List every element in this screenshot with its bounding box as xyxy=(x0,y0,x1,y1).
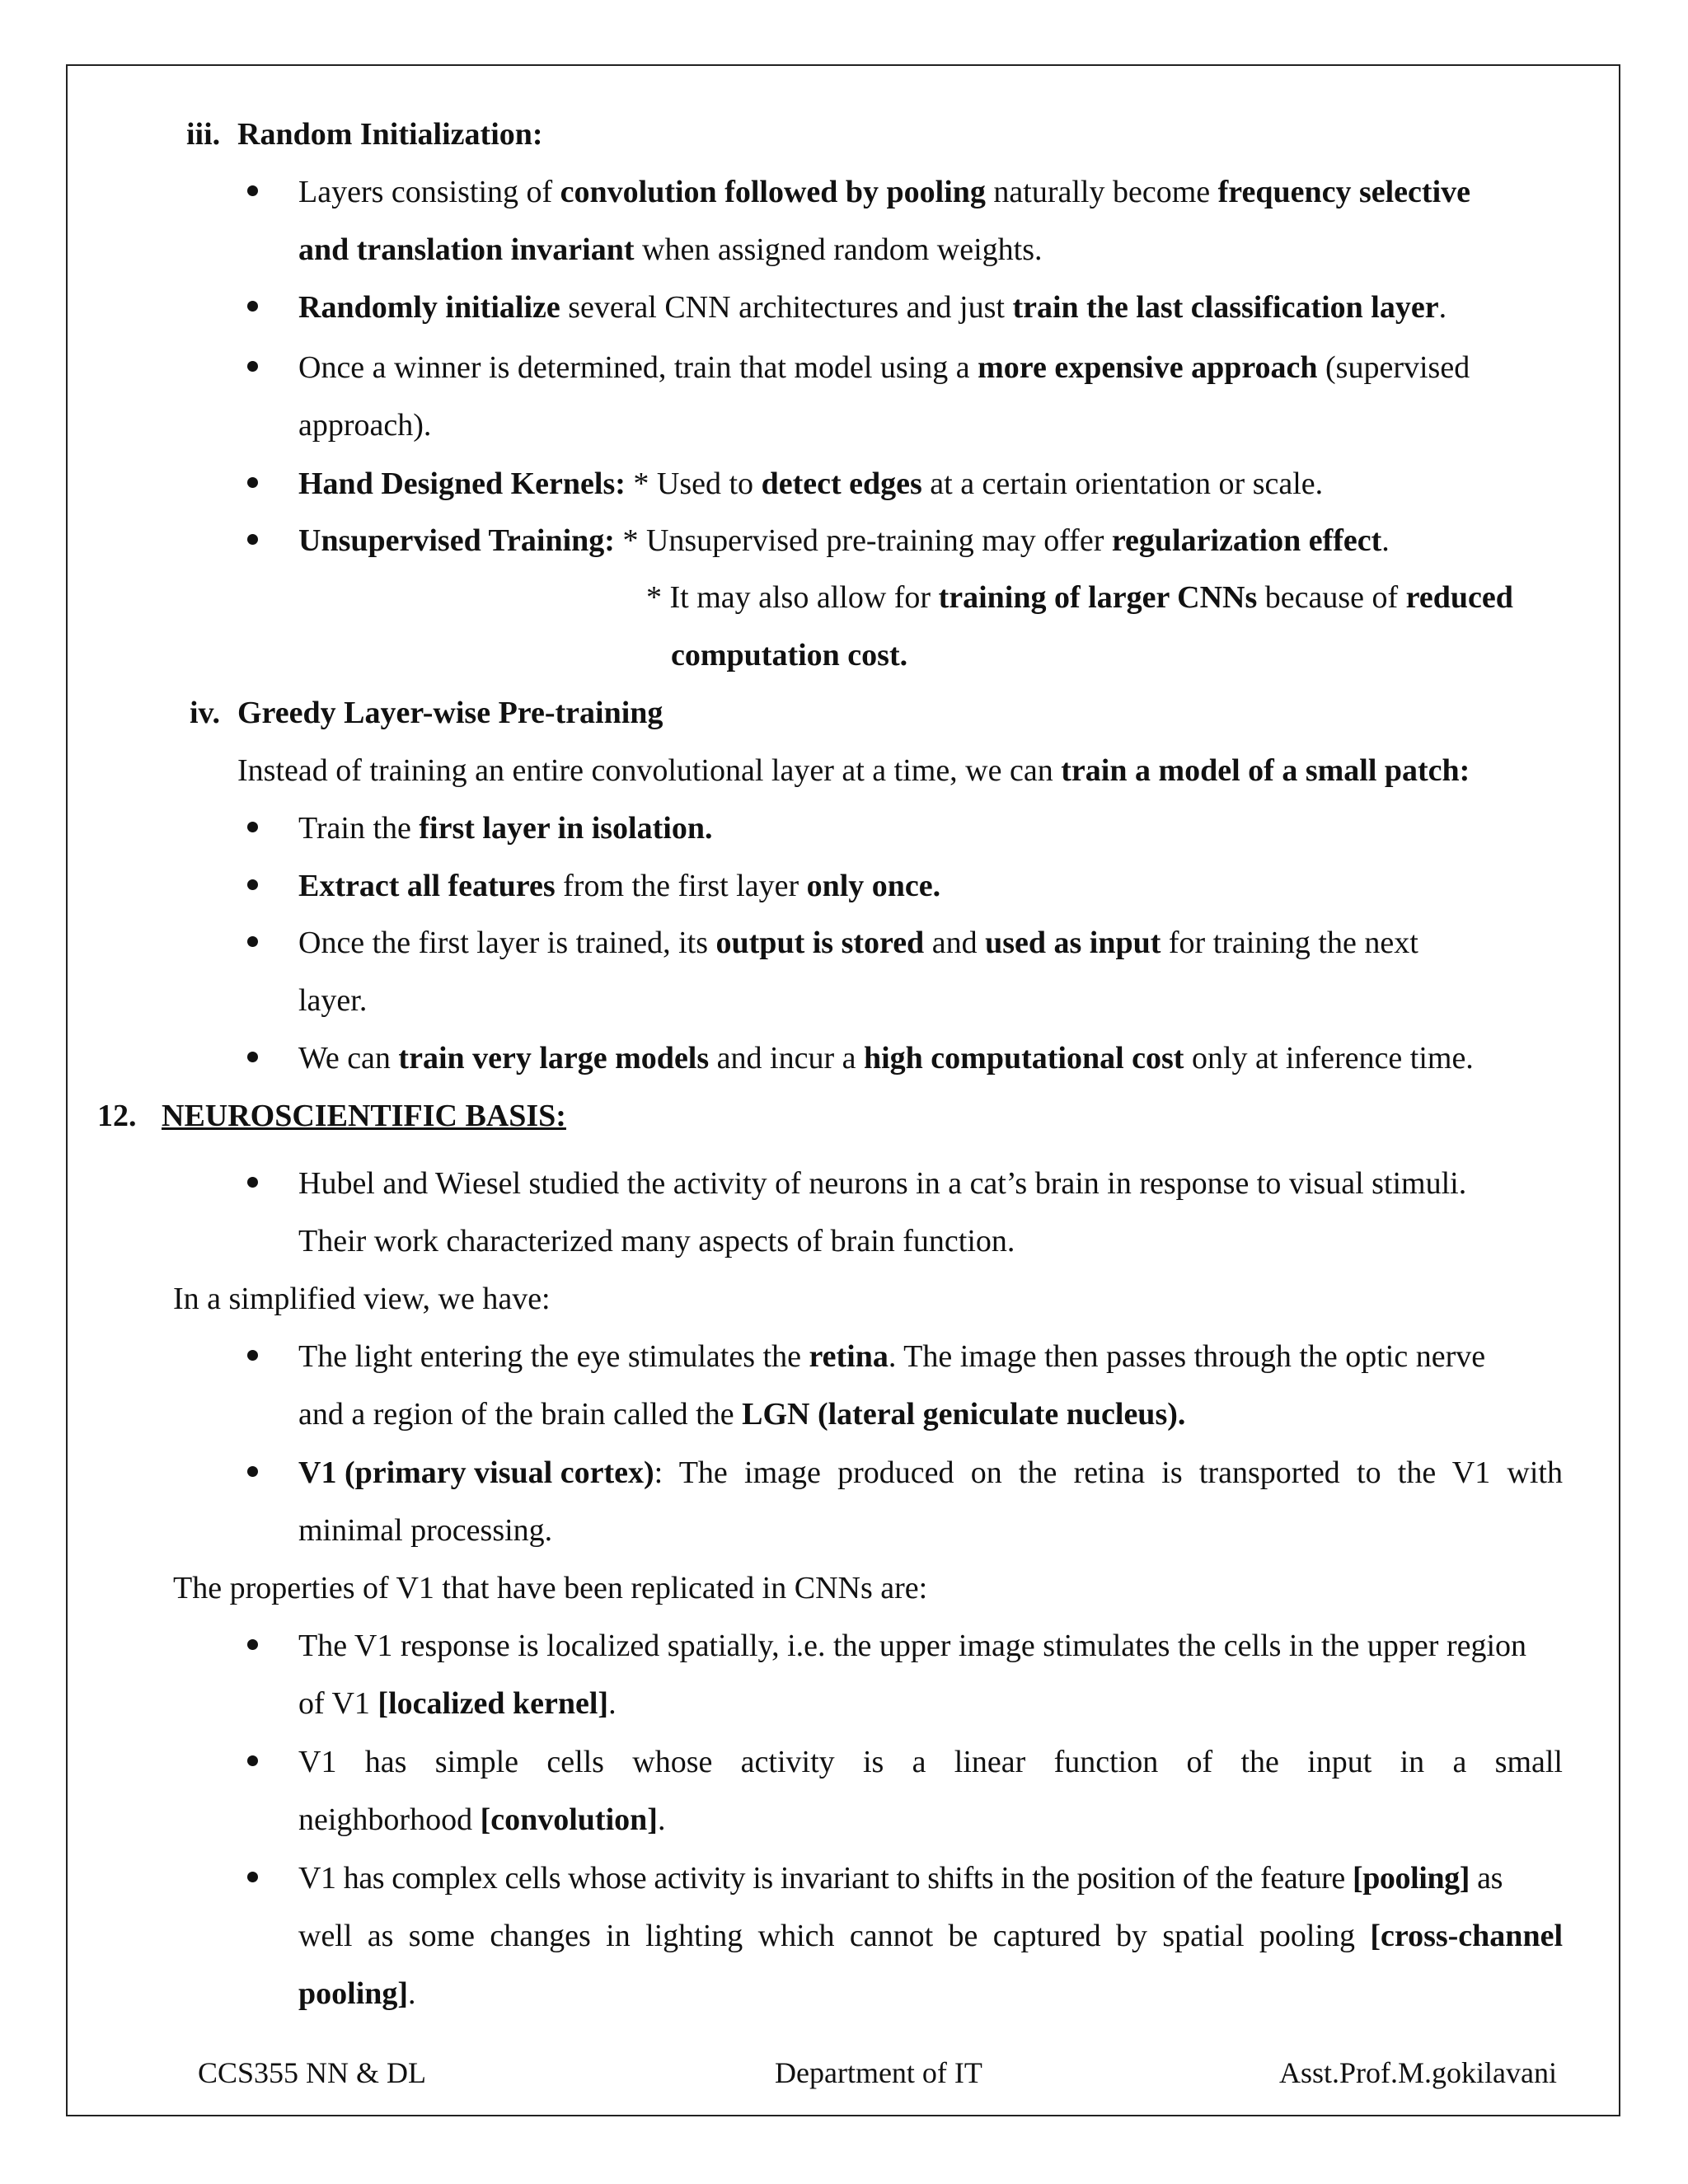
bullet-icon xyxy=(247,1466,258,1477)
iv-bullet-3-line-1: Once the first layer is trained, its output is stored and used as input for training the next xyxy=(298,926,1418,960)
section-iii-title: Random Initialization: xyxy=(237,117,543,152)
s12-bullet-4-line-1: The V1 response is localized spatially, i.e. the upper image stimulates the cells in the upper region xyxy=(298,1629,1527,1663)
bullet-icon xyxy=(247,879,258,890)
s12-bullet-5-line-2: neighborhood [convolution]. xyxy=(298,1802,666,1837)
section-iv-title: Greedy Layer-wise Pre-training xyxy=(237,696,663,730)
bullet-icon xyxy=(247,477,258,488)
bullet-icon xyxy=(247,534,258,545)
section-iii-number: iii. xyxy=(186,117,221,152)
iii-bullet-3-line-1: Once a winner is determined, train that model using a more expensive approach (supervised xyxy=(298,350,1470,385)
section-12-number: 12. xyxy=(97,1099,137,1133)
s12-bullet-1-line-2: Their work characterized many aspects of brain function. xyxy=(298,1224,1015,1258)
iii-bullet-1-line-2: and translation invariant when assigned random weights. xyxy=(298,232,1043,267)
iii-bullet-5-continued-line-2: computation cost. xyxy=(671,638,908,673)
iii-bullet-1-line-1: Layers consisting of convolution followed by pooling naturally become frequency selective xyxy=(298,175,1470,209)
s12-bullet-3-line-1: V1 (primary visual cortex) : The image produced on the retina is transported to the V1 with xyxy=(298,1455,1563,1490)
s12-bullet-5-line-1: V1 has simple cells whose activity is a linear function of the input in a small xyxy=(298,1745,1563,1779)
bullet-icon xyxy=(247,301,258,312)
bullet-icon xyxy=(247,1350,258,1361)
section-12-title: NEUROSCIENTIFIC BASIS: xyxy=(162,1099,566,1133)
iii-bullet-2: Randomly initialize several CNN architectures and just train the last classification layer. xyxy=(298,290,1447,325)
bullet-icon xyxy=(247,1639,258,1650)
bullet-icon xyxy=(247,1052,258,1062)
iii-bullet-5: Unsupervised Training: * Unsupervised pre-training may offer regularization effect. xyxy=(298,523,1390,558)
iv-bullet-2: Extract all features from the first layer only once. xyxy=(298,869,941,903)
footer-course: CCS355 NN & DL xyxy=(198,2056,427,2089)
iii-bullet-3-line-2: approach). xyxy=(298,408,432,443)
s12-intro-2: The properties of V1 that have been replicated in CNNs are: xyxy=(173,1571,928,1605)
bullet-icon xyxy=(247,185,258,196)
s12-bullet-6-line-1: V1 has complex cells whose activity is invariant to shifts in the position of the feature [pooling] as xyxy=(298,1861,1503,1896)
bullet-icon xyxy=(247,1755,258,1766)
footer-author: Asst.Prof.M.gokilavani xyxy=(1279,2056,1557,2089)
footer-department: Department of IT xyxy=(775,2056,982,2089)
s12-bullet-2-line-2: and a region of the brain called the LGN (lateral geniculate nucleus). xyxy=(298,1397,1186,1432)
section-iv-number: iv. xyxy=(190,696,220,730)
iv-bullet-3-line-2: layer. xyxy=(298,983,368,1018)
s12-intro-1: In a simplified view, we have: xyxy=(173,1282,551,1316)
iv-bullet-4: We can train very large models and incur a high computational cost only at inference time. xyxy=(298,1041,1474,1076)
s12-bullet-1-line-1: Hubel and Wiesel studied the activity of neurons in a cat’s brain in response to visual stimuli. xyxy=(298,1166,1467,1201)
s12-bullet-4-line-2: of V1 [localized kernel]. xyxy=(298,1686,617,1721)
iii-bullet-4: Hand Designed Kernels: * Used to detect edges at a certain orientation or scale. xyxy=(298,466,1324,501)
bullet-icon xyxy=(247,1177,258,1188)
s12-bullet-2-line-1: The light entering the eye stimulates the retina. The image then passes through the optic nerve xyxy=(298,1339,1486,1374)
s12-bullet-6-line-3: pooling]. xyxy=(298,1976,416,2011)
bullet-icon xyxy=(247,361,258,372)
iv-bullet-1: Train the first layer in isolation. xyxy=(298,811,713,846)
s12-bullet-6-line-2: well as some changes in lighting which cannot be captured by spatial pooling [cross-channel xyxy=(298,1919,1563,1953)
section-iv-intro: Instead of training an entire convolutional layer at a time, we can train a model of a small patch: xyxy=(237,753,1470,788)
bullet-icon xyxy=(247,1872,258,1882)
bullet-icon xyxy=(247,936,258,947)
bullet-icon xyxy=(247,822,258,832)
iii-bullet-5-continued-line-1: * It may also allow for training of larger CNNs because of reduced xyxy=(646,580,1513,615)
s12-bullet-3-line-2: minimal processing. xyxy=(298,1513,553,1548)
